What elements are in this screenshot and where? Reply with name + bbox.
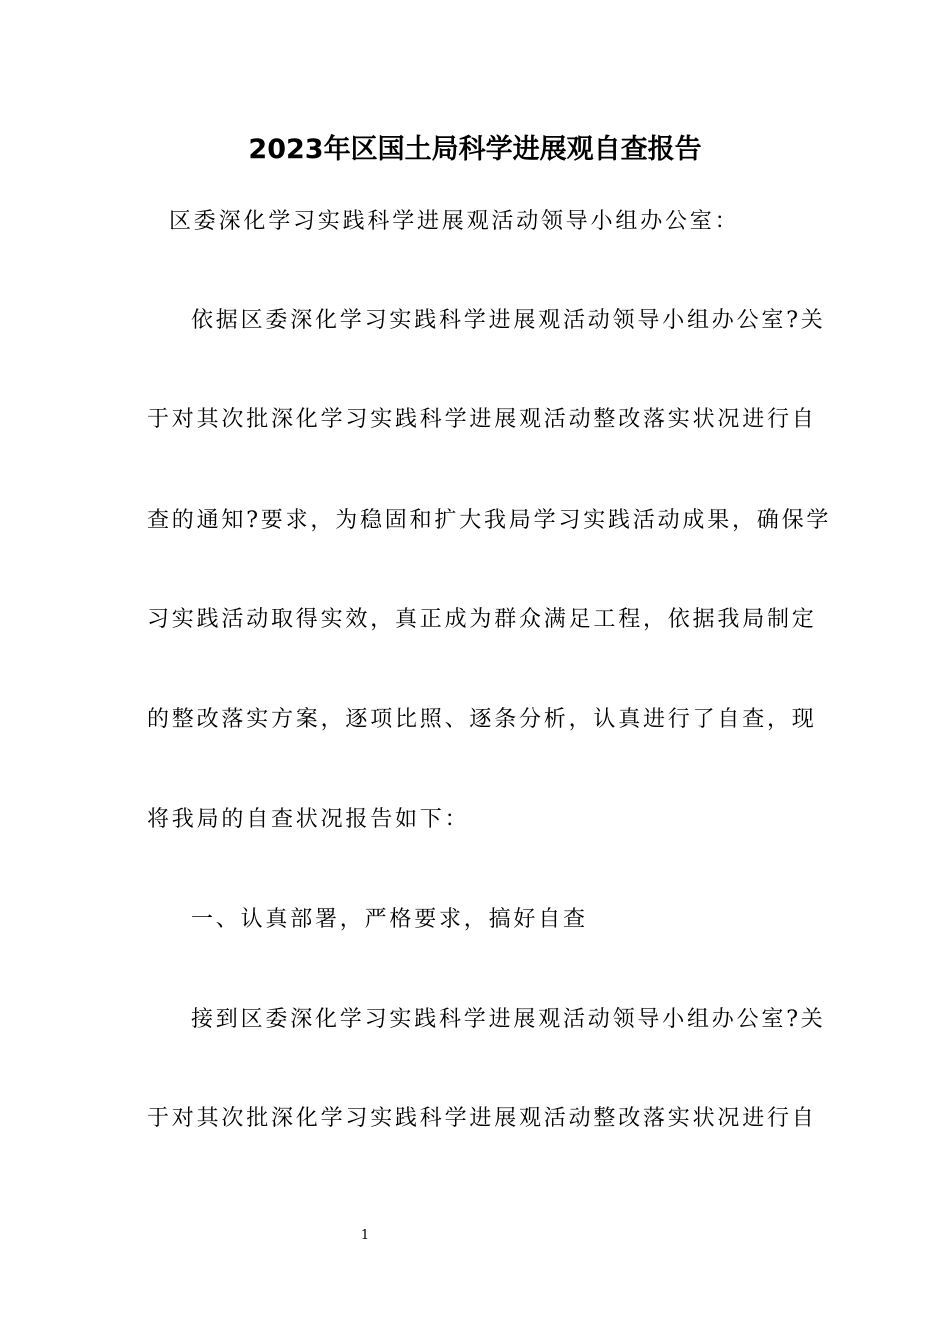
- paragraph-line: 依据区委深化学习实践科学进展观活动领导小组办公室?关: [191, 308, 826, 333]
- salutation-line: 区委深化学习实践科学进展观活动领导小组办公室：: [169, 209, 740, 234]
- paragraph-line: 查的通知?要求，为稳固和扩大我局学习实践活动成果，确保学: [147, 508, 832, 533]
- paragraph-line: 习实践活动取得实效，真正成为群众满足工程，依据我局制定: [147, 607, 817, 632]
- page-number: 1: [360, 1228, 370, 1243]
- paragraph-line: 接到区委深化学习实践科学进展观活动领导小组办公室?关: [191, 1007, 826, 1032]
- paragraph-line: 的整改落实方案，逐项比照、逐条分析，认真进行了自查，现: [147, 707, 817, 732]
- paragraph-line: 于对其次批深化学习实践科学进展观活动整改落实状况进行自: [147, 1106, 817, 1131]
- section-heading: 一、认真部署，严格要求，搞好自查: [191, 907, 588, 932]
- paragraph-line: 于对其次批深化学习实践科学进展观活动整改落实状况进行自: [147, 407, 817, 432]
- document-title: 2023年区国土局科学进展观自查报告: [248, 134, 702, 165]
- paragraph-line: 将我局的自查状况报告如下：: [147, 807, 470, 832]
